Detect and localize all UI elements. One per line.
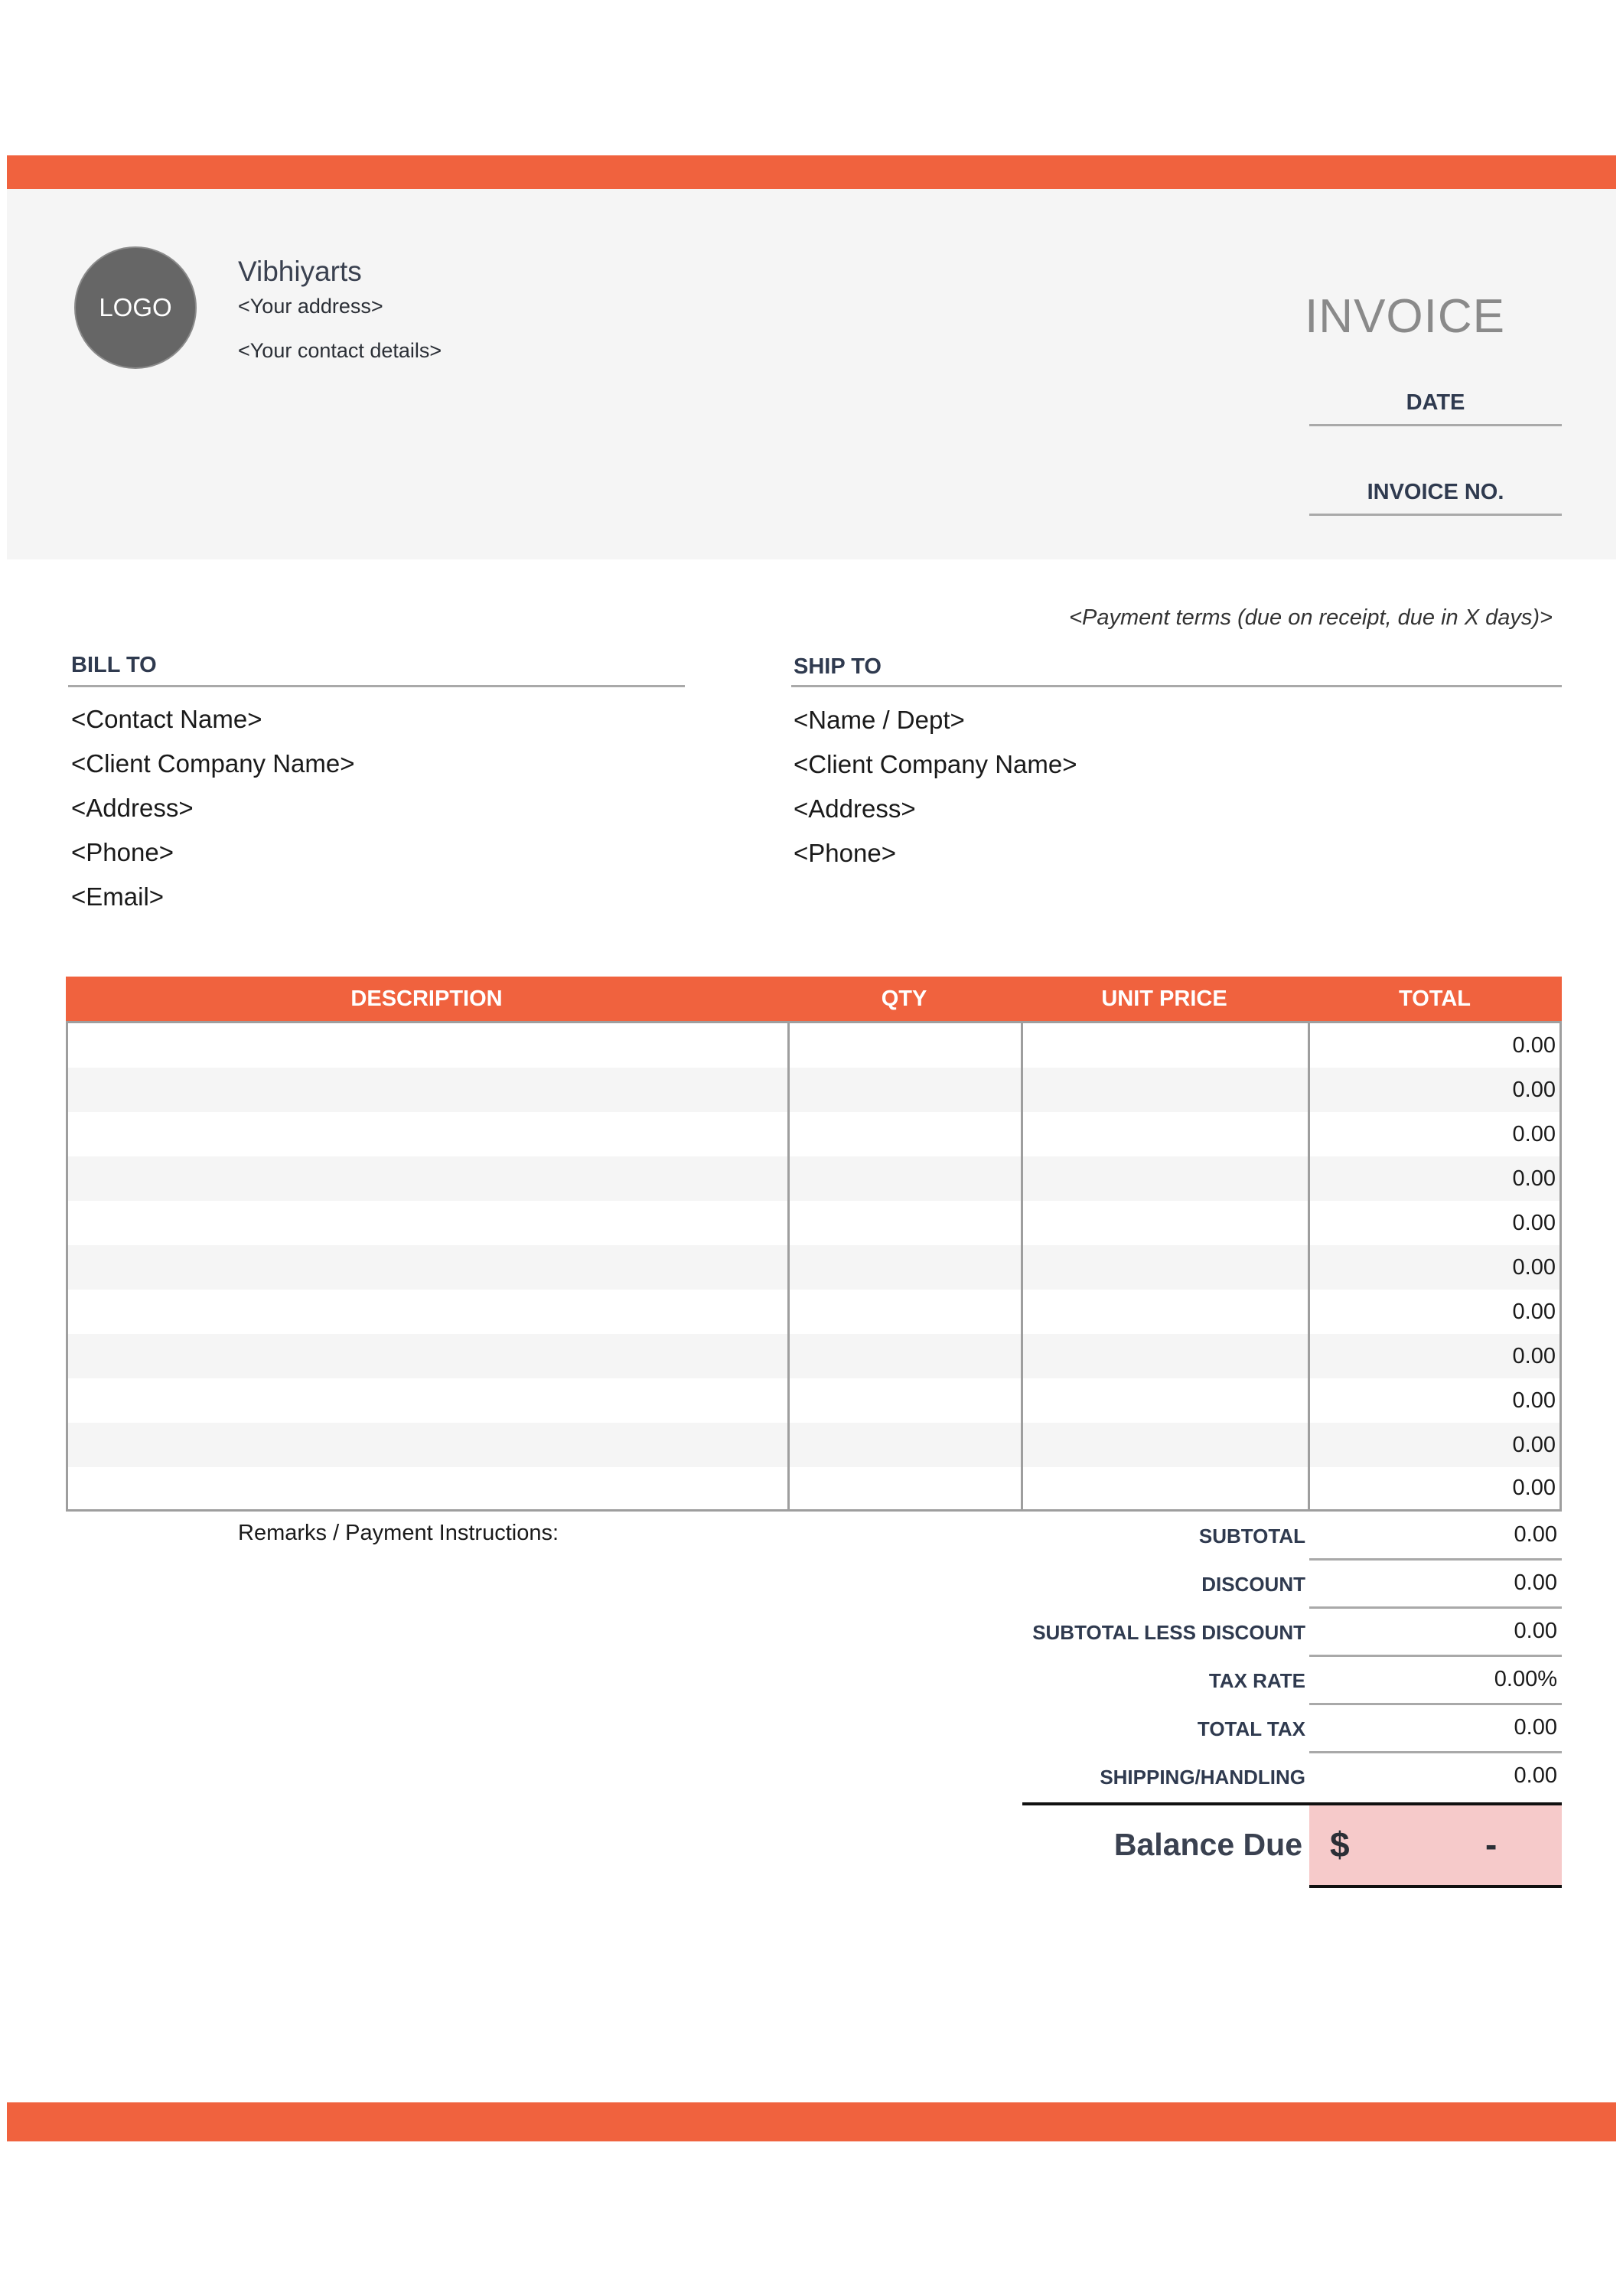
ship-to-address: <Address> xyxy=(794,794,916,823)
table-row[interactable] xyxy=(68,1290,1559,1334)
bill-to-details xyxy=(71,697,355,919)
ship-to-name-dept: <Name / Dept> xyxy=(794,706,965,734)
subtotal-less-discount-value: 0.00 xyxy=(1514,1619,1557,1643)
ship-to-label: SHIP TO xyxy=(794,654,882,679)
column-qty: QTY xyxy=(881,986,927,1011)
top-accent-bar xyxy=(7,155,1616,189)
bill-to-contact-name: <Contact Name> xyxy=(71,705,262,733)
invoice-title: INVOICE xyxy=(1305,290,1505,343)
total-tax-divider xyxy=(1309,1751,1562,1753)
row-total: 0.00 xyxy=(1512,1432,1556,1457)
balance-due-underline xyxy=(1309,1885,1562,1888)
column-divider xyxy=(1021,1023,1023,1509)
logo: LOGO xyxy=(74,246,197,369)
row-total: 0.00 xyxy=(1512,1210,1556,1235)
table-row[interactable] xyxy=(68,1334,1559,1378)
date-field[interactable] xyxy=(1309,424,1562,426)
ship-to-company: <Client Company Name> xyxy=(794,750,1077,778)
tax-rate-value[interactable]: 0.00% xyxy=(1494,1667,1557,1691)
shipping-handling-value[interactable]: 0.00 xyxy=(1514,1763,1557,1788)
discount-label: DISCOUNT xyxy=(1201,1573,1305,1596)
subtotal-label: SUBTOTAL xyxy=(1198,1525,1305,1548)
total-tax-label: TOTAL TAX xyxy=(1197,1717,1305,1740)
row-total: 0.00 xyxy=(1512,1299,1556,1324)
balance-currency-symbol: $ xyxy=(1330,1825,1350,1864)
row-total: 0.00 xyxy=(1512,1388,1556,1413)
balance-due-amount: - xyxy=(1485,1825,1498,1864)
remarks-label: Remarks / Payment Instructions: xyxy=(238,1521,559,1545)
column-total: TOTAL xyxy=(1399,986,1471,1011)
bill-to-address: <Address> xyxy=(71,794,194,822)
row-total: 0.00 xyxy=(1512,1166,1556,1191)
table-row[interactable] xyxy=(68,1156,1559,1201)
bill-to-company: <Client Company Name> xyxy=(71,749,355,778)
column-unit-price: UNIT PRICE xyxy=(1101,986,1227,1011)
row-total: 0.00 xyxy=(1512,1476,1556,1500)
row-total: 0.00 xyxy=(1512,1343,1556,1368)
tax-rate-divider xyxy=(1309,1703,1562,1705)
bill-to-divider xyxy=(68,685,685,687)
items-table-header xyxy=(66,977,1562,1021)
shipping-handling-label: SHIPPING/HANDLING xyxy=(1100,1766,1305,1789)
subtotal-less-discount-label: SUBTOTAL LESS DISCOUNT xyxy=(1032,1621,1305,1644)
row-total: 0.00 xyxy=(1512,1032,1556,1058)
invoice-number-label: INVOICE NO. xyxy=(1367,480,1504,504)
table-row[interactable] xyxy=(68,1068,1559,1112)
total-tax-value: 0.00 xyxy=(1514,1715,1557,1740)
items-table-body xyxy=(66,1021,1562,1512)
subtotal-less-discount-divider xyxy=(1309,1655,1562,1657)
bill-to-label: BILL TO xyxy=(71,653,157,677)
ship-to-details xyxy=(794,698,1077,876)
ship-to-divider xyxy=(791,685,1562,687)
company-name: Vibhiyarts xyxy=(238,256,362,287)
invoice-number-field[interactable] xyxy=(1309,514,1562,516)
ship-to-phone: <Phone> xyxy=(794,839,896,867)
bill-to-email: <Email> xyxy=(71,882,165,911)
row-total: 0.00 xyxy=(1512,1121,1556,1146)
date-label: DATE xyxy=(1406,390,1465,415)
balance-due-label: Balance Due xyxy=(1113,1827,1302,1862)
table-row[interactable] xyxy=(68,1201,1559,1245)
subtotal-value: 0.00 xyxy=(1514,1522,1557,1547)
tax-rate-label: TAX RATE xyxy=(1208,1669,1305,1692)
table-row[interactable] xyxy=(68,1023,1559,1068)
column-divider xyxy=(1308,1023,1310,1509)
table-row[interactable] xyxy=(68,1423,1559,1467)
table-row[interactable] xyxy=(68,1112,1559,1156)
discount-value[interactable]: 0.00 xyxy=(1514,1570,1557,1595)
discount-divider xyxy=(1309,1606,1562,1609)
company-contact: <Your contact details> xyxy=(238,339,442,362)
column-description: DESCRIPTION xyxy=(350,986,503,1011)
bottom-accent-bar xyxy=(7,2102,1616,2141)
table-row[interactable] xyxy=(68,1245,1559,1290)
table-row[interactable] xyxy=(68,1467,1559,1509)
table-row[interactable] xyxy=(68,1378,1559,1423)
row-total: 0.00 xyxy=(1512,1254,1556,1280)
payment-terms: <Payment terms (due on receipt, due in X days)> xyxy=(1069,605,1553,630)
subtotal-divider xyxy=(1309,1558,1562,1561)
row-total: 0.00 xyxy=(1512,1077,1556,1102)
company-address: <Your address> xyxy=(238,295,383,318)
bill-to-phone: <Phone> xyxy=(71,838,174,866)
column-divider xyxy=(787,1023,790,1509)
